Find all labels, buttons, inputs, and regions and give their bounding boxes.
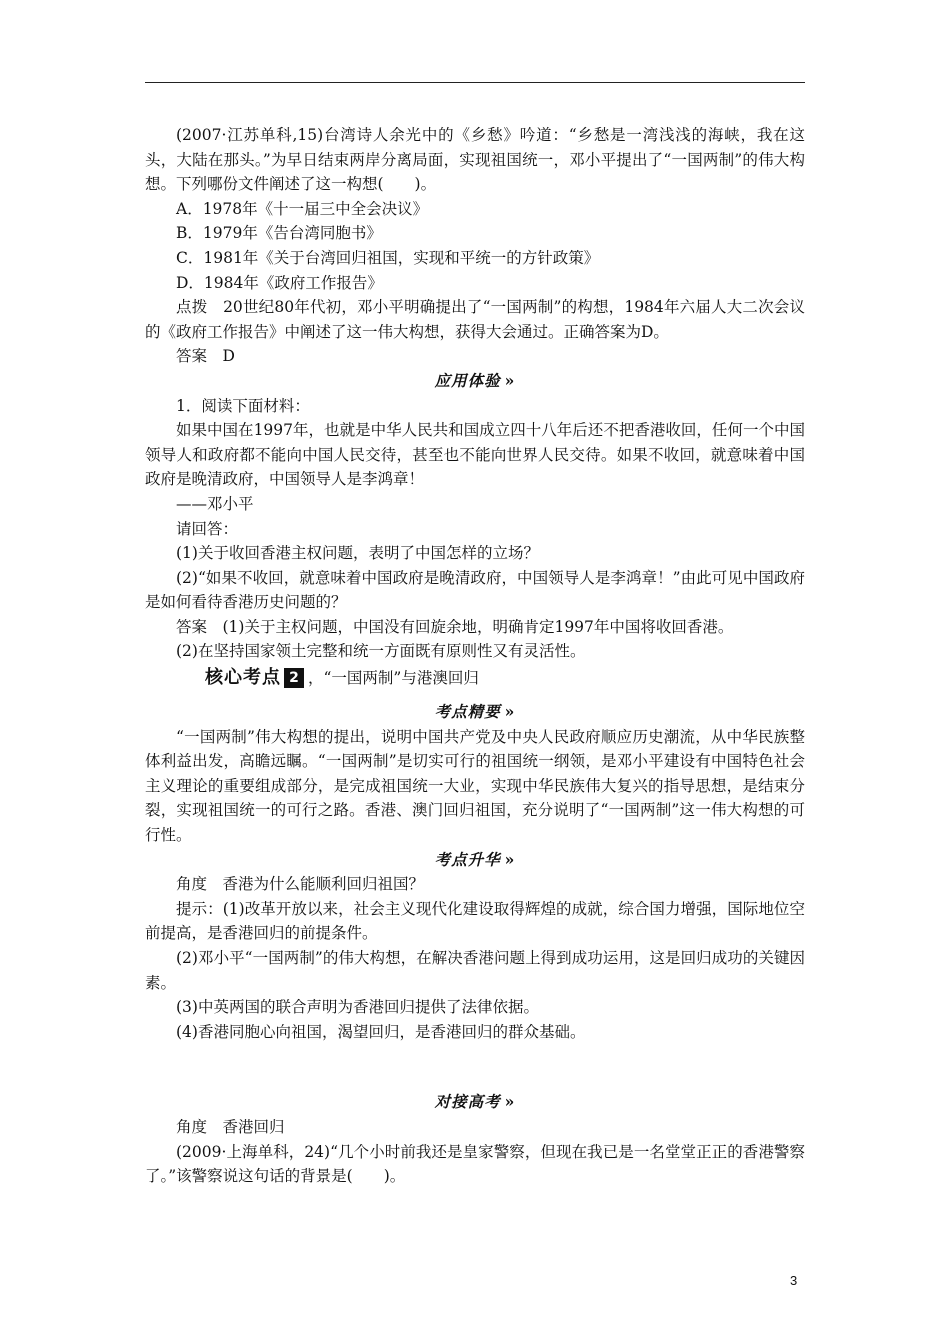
material-quote: 如果中国在1997年，也就是中华人民共和国成立四十八年后还不把香港收回，任何一个中国领导人和政府都不能向中国人民交待，甚至也不能向世界人民交待。如果不收回，就意味着中国政府是晚清政府，中国领导人是李鸿章！	[145, 421, 805, 489]
section-title: 考点精要	[434, 702, 501, 722]
section-heading-upgrade	[145, 848, 805, 873]
option-a: A．1978年《十一届三中全会决议》	[176, 199, 429, 218]
double-chevron-icon: »	[504, 849, 516, 869]
sub-question-1: (1)关于收回香港主权问题，表明了中国怎样的立场？	[176, 544, 539, 563]
core-topic-title: ，“一国两制”与港澳回归	[308, 668, 479, 687]
essentials-text: “一国两制”伟大构想的提出，说明中国共产党及中央人民政府顺应历史潮流，从中华民族整体利益出发，高瞻远瞩。“一国两制”是切实可行的祖国统一纲领，是邓小平建设有中国特色社会主义理论的重要组成部分，是完成祖国统一大业，实现中华民族伟大复兴的指导思想，是结束分裂，实现祖国统一的可行之路。香港、澳门回归祖国，充分说明了“一国两制”这一伟大构想的可行性。	[145, 727, 805, 845]
gaokao-angle: 角度 香港回归	[176, 1117, 285, 1136]
double-chevron-icon: »	[504, 702, 516, 722]
answer-text: 答案 D	[176, 347, 235, 366]
core-topic-number-badge: 2	[284, 668, 304, 688]
option-c: C．1981年《关于台湾回归祖国，实现和平统一的方针政策》	[176, 248, 600, 267]
section-title: 对接高考	[434, 1092, 501, 1112]
page-content	[145, 123, 805, 1189]
section-title: 考点升华	[434, 849, 501, 869]
double-chevron-icon: »	[504, 370, 516, 390]
exercise-intro: 1．阅读下面材料：	[176, 396, 310, 415]
exercise-prompt: 请回答：	[176, 519, 239, 538]
sub-question-2: (2)“如果不收回，就意味着中国政府是晚清政府，中国领导人是李鸿章！”由此可见中国政府是如何看待香港历史问题的？	[145, 568, 805, 612]
section-title: 应用体验	[434, 370, 501, 390]
answer-2: (2)在坚持国家领土完整和统一方面既有原则性又有灵活性。	[176, 642, 586, 661]
question-stem: (2007·江苏单科,15)台湾诗人余光中的《乡愁》吟道：“乡愁是一湾浅浅的海峡，我在这头，大陆在那头。”为早日结束两岸分离局面，实现祖国统一，邓小平提出了“一国两制”的伟大构想。下列哪份文件阐述了这一构想( )。	[145, 126, 805, 194]
section-heading-application	[145, 369, 805, 394]
upgrade-tip-3: (3)中英两国的联合声明为香港回归提供了法律依据。	[176, 998, 539, 1017]
option-b: B．1979年《告台湾同胞书》	[176, 224, 382, 243]
double-chevron-icon: »	[504, 1092, 516, 1112]
upgrade-tip-1: 提示：(1)改革开放以来，社会主义现代化建设取得辉煌的成就，综合国力增强，国际地位空前提高，是香港回归的前提条件。	[145, 899, 805, 943]
upgrade-tip-4: (4)香港同胞心向祖国，渴望回归，是香港回归的群众基础。	[176, 1022, 586, 1041]
upgrade-angle: 角度 香港为什么能顺利回归祖国？	[176, 875, 425, 894]
hint-text: 点拨 20世纪80年代初，邓小平明确提出了“一国两制”的构想，1984年六届人大二次会议的《政府工作报告》中阐述了这一伟大构想，获得大会通过。正确答案为D。	[145, 298, 805, 341]
section-heading-gaokao	[145, 1090, 805, 1115]
page-number: 3	[790, 1273, 798, 1288]
core-topic-heading	[145, 664, 805, 692]
gaokao-question-stem: (2009·上海单科，24)“几个小时前我还是皇家警察，但现在我已是一名堂堂正正的香港警察了。”该警察说这句话的背景是( )。	[145, 1142, 805, 1186]
answer-1: 答案 (1)关于主权问题，中国没有回旋余地，明确肯定1997年中国将收回香港。	[176, 617, 734, 636]
material-source: ——邓小平	[176, 494, 254, 513]
section-heading-essentials	[145, 700, 805, 725]
option-d: D．1984年《政府工作报告》	[176, 273, 383, 292]
upgrade-tip-2: (2)邓小平“一国两制”的伟大构想，在解决香港问题上得到成功运用，这是回归成功的关键因素。	[145, 949, 805, 992]
header-rule	[145, 82, 805, 83]
core-topic-label: 核心考点	[205, 666, 281, 688]
